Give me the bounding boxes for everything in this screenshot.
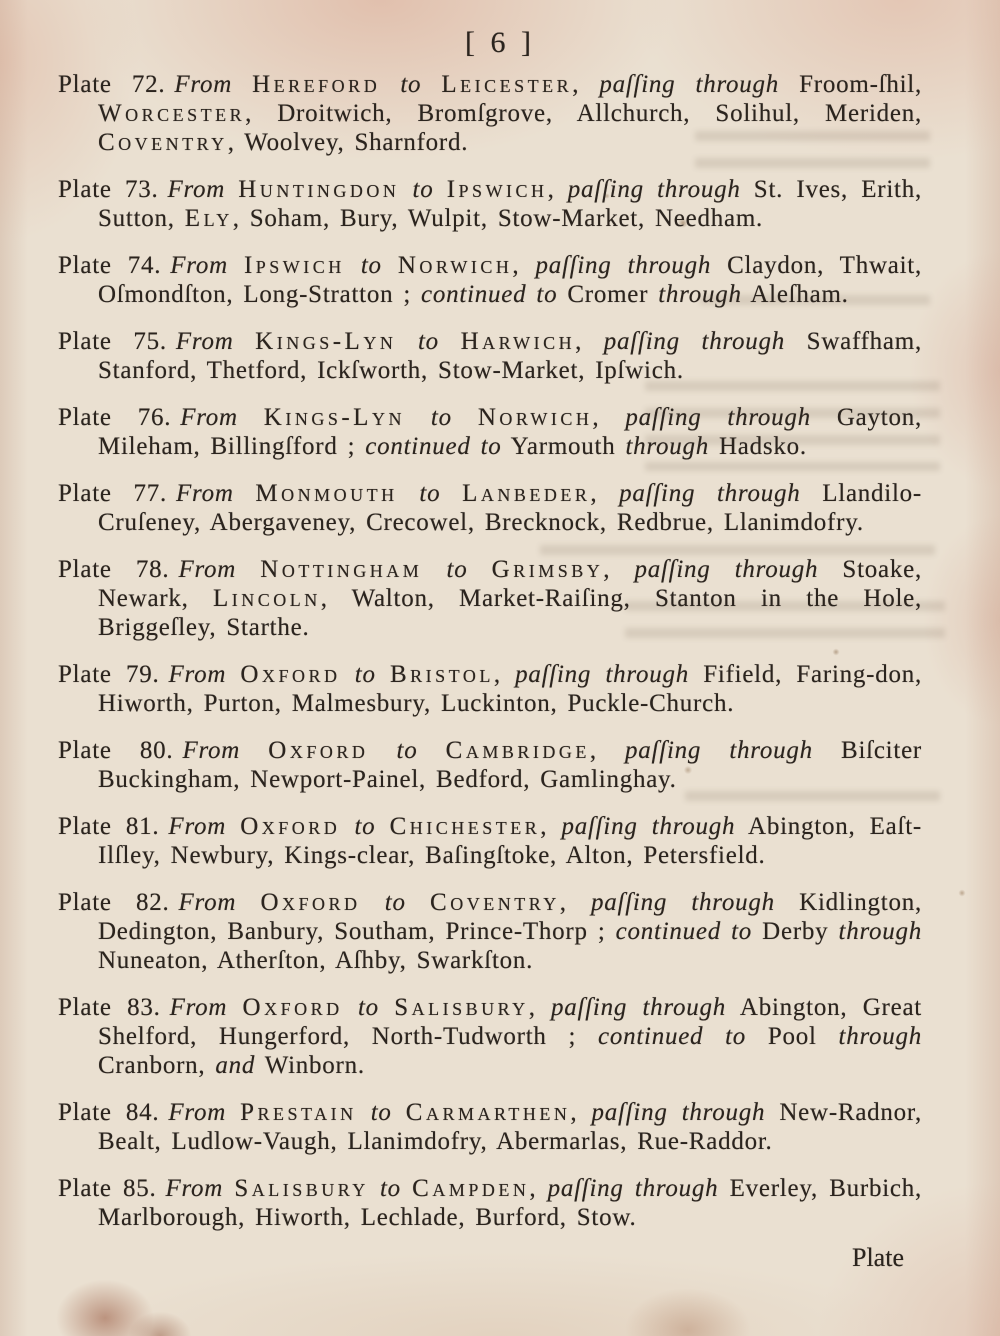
route-text: , Soham, Bury, Wulpit, Stow-Market, Needham.: [232, 205, 764, 232]
plate-entry-80: [58, 736, 922, 794]
plate-label: Plate 72.: [58, 71, 166, 98]
italic-text: paſſing through: [591, 1099, 766, 1126]
place-name-smallcaps: Oxford: [242, 994, 343, 1021]
italic-text: paſſing through: [619, 480, 801, 507]
italic-text: continued to: [615, 918, 753, 945]
route-text: Pool: [746, 1023, 839, 1050]
italic-text: to: [344, 252, 398, 279]
plate-entry-81: [58, 812, 922, 870]
route-text: ,: [540, 813, 562, 840]
place-name-smallcaps: Monmouth: [255, 480, 398, 507]
italic-text: to: [368, 737, 446, 764]
place-name-smallcaps: Oxford: [240, 661, 341, 688]
italic-text: paſſing through: [591, 889, 775, 916]
route-text: ,: [547, 176, 568, 203]
route-text: Everley, Burbich, Marlborough, Hiworth, Lechlade, Burford, Stow.: [98, 1175, 922, 1231]
plate-label: Plate 76.: [58, 404, 172, 431]
route-text: Winborn.: [255, 1052, 365, 1079]
route-text: Aleſham.: [741, 281, 849, 308]
plate-label: Plate 80.: [58, 737, 174, 764]
route-text: Yarmouth: [501, 433, 626, 460]
plate-label: Plate 77.: [58, 480, 167, 507]
italic-text: From: [169, 994, 243, 1021]
plate-label: Plate 83.: [58, 994, 161, 1021]
place-name-smallcaps: Coventry: [98, 129, 228, 156]
route-text: Fifield, Faring-don, Hiworth, Purton, Malmesbury, Luckinton, Puckle-Church.: [98, 661, 922, 717]
italic-text: through: [838, 918, 922, 945]
place-name-smallcaps: Hereford: [252, 71, 381, 98]
plate-label: Plate 79.: [58, 661, 160, 688]
place-name-smallcaps: Huntingdon: [238, 176, 400, 203]
place-name-smallcaps: Salisbury: [234, 1175, 369, 1202]
italic-text: to: [356, 1099, 406, 1126]
place-name-smallcaps: Prestain: [240, 1099, 357, 1126]
plate-label: Plate 74.: [58, 252, 162, 279]
catchword: Plate: [852, 1243, 904, 1272]
italic-text: From: [168, 813, 241, 840]
place-name-smallcaps: Salisbury: [394, 994, 529, 1021]
route-text: ,: [592, 404, 626, 431]
place-name-smallcaps: Chichester: [389, 813, 541, 840]
italic-text: to: [399, 176, 447, 203]
place-name-smallcaps: Lanbeder: [462, 480, 591, 507]
plate-entry-78: [58, 555, 922, 642]
italic-text: From: [182, 737, 269, 764]
plate-entry-79: [58, 660, 922, 718]
route-text: Abington, Eaſt-Ilſley, Newbury, Kings-clear, Baſingſtoke, Alton, Petersfield.: [98, 813, 922, 869]
route-text: Llandilo-Cruſeney, Abergaveney, Crecowel, Brecknock, Redbrue, Llanimdofry.: [98, 480, 923, 536]
route-text: Claydon, Thwait, Oſmondſton, Long-Stratton ;: [98, 252, 922, 308]
italic-text: paſſing through: [547, 1175, 719, 1202]
place-name-smallcaps: Ipswich: [243, 252, 345, 279]
place-name-smallcaps: Oxford: [240, 813, 341, 840]
plate-label: Plate 85.: [58, 1175, 157, 1202]
plate-entry-74: [58, 251, 922, 309]
place-name-smallcaps: Kings-Lyn: [263, 404, 405, 431]
plate-index-list: [58, 70, 922, 1250]
place-name-smallcaps: Carmarthen: [405, 1099, 571, 1126]
italic-text: From: [178, 556, 261, 583]
italic-text: to: [342, 994, 395, 1021]
route-text: Abington, Great Shelford, Hungerford, North-Tudworth ;: [98, 994, 922, 1050]
place-name-smallcaps: Grimsby: [491, 556, 604, 583]
italic-text: From: [178, 889, 261, 916]
route-text: , Droitwich, Bromſgrove, Allchurch, Solihul, Meriden,: [245, 100, 922, 127]
route-text: ,: [589, 737, 626, 764]
italic-text: to: [340, 813, 390, 840]
place-name-smallcaps: Oxford: [268, 737, 369, 764]
route-text: , Walton, Market-Raiſing, Stanton in the Hole, Briggeſley, Starthe.: [98, 585, 922, 641]
italic-text: paſſing through: [551, 994, 726, 1021]
italic-text: paſſing through: [625, 737, 813, 764]
place-name-smallcaps: Harwich: [460, 328, 576, 355]
italic-text: through: [838, 1023, 922, 1050]
route-text: ,: [570, 1099, 592, 1126]
route-text: ,: [603, 556, 635, 583]
plate-entry-75: [58, 327, 922, 385]
italic-text: through: [658, 281, 742, 308]
place-name-smallcaps: Ely: [184, 205, 233, 232]
place-name-smallcaps: Oxford: [260, 889, 361, 916]
italic-text: continued to: [597, 1023, 747, 1050]
route-text: ,: [528, 994, 552, 1021]
italic-text: paſſing through: [561, 813, 736, 840]
route-text: Gayton, Mileham, Billingſford ;: [98, 404, 922, 460]
route-text: ,: [559, 889, 591, 916]
italic-text: continued to: [365, 433, 502, 460]
plate-entry-85: [58, 1174, 922, 1232]
route-text: Froom-ſhil,: [779, 71, 922, 98]
place-name-smallcaps: Norwich: [397, 252, 513, 279]
route-text: Cromer: [557, 281, 659, 308]
italic-text: paſſing through: [535, 252, 712, 279]
place-name-smallcaps: Bristol: [389, 661, 494, 688]
italic-text: From: [165, 1175, 235, 1202]
plate-label: Plate 84.: [58, 1099, 160, 1126]
plate-entry-77: [58, 479, 922, 537]
plate-entry-73: [58, 175, 922, 233]
route-text: New-Radnor, Bealt, Ludlow-Vaugh, Llanimdofry, Abermarlas, Rue-Raddor.: [98, 1099, 922, 1155]
route-text: , Woolvey, Sharnford.: [227, 129, 469, 156]
plate-label: Plate 75.: [58, 328, 167, 355]
plate-label: Plate 73.: [58, 176, 159, 203]
route-text: Derby: [752, 918, 839, 945]
italic-text: paſſing through: [515, 661, 689, 688]
plate-entry-72: [58, 70, 922, 157]
place-name-smallcaps: Leicester: [441, 71, 573, 98]
route-text: Cranborn,: [98, 1052, 216, 1079]
place-name-smallcaps: Nottingham: [260, 556, 423, 583]
italic-text: From: [180, 404, 264, 431]
route-text: Hadsko.: [708, 433, 807, 460]
italic-text: From: [167, 176, 239, 203]
italic-text: to: [368, 1175, 413, 1202]
plate-entry-83: [58, 993, 922, 1080]
place-name-smallcaps: Cambridge: [445, 737, 590, 764]
italic-text: continued to: [421, 281, 558, 308]
route-text: Stoake, Newark,: [98, 556, 922, 612]
italic-text: paſſing through: [567, 176, 741, 203]
italic-text: paſſing through: [625, 404, 811, 431]
italic-text: paſſing through: [634, 556, 819, 583]
italic-text: and: [215, 1052, 256, 1079]
italic-text: to: [340, 661, 390, 688]
route-text: ,: [590, 480, 620, 507]
italic-text: From: [168, 1099, 241, 1126]
plate-entry-76: [58, 403, 922, 461]
plate-label: Plate 82.: [58, 889, 170, 916]
route-text: ,: [529, 1175, 548, 1202]
route-text: Swaffham, Stanford, Thetford, Ickſworth, Stow-Market, Ipſwich.: [98, 328, 922, 384]
italic-text: through: [625, 433, 709, 460]
page-number: [ 6 ]: [465, 26, 535, 59]
italic-text: to: [396, 328, 461, 355]
italic-text: paſſing through: [603, 328, 786, 355]
place-name-smallcaps: Ipswich: [446, 176, 548, 203]
italic-text: From: [175, 328, 256, 355]
place-name-smallcaps: Norwich: [477, 404, 593, 431]
route-text: Kidlington, Dedington, Banbury, Southam, Prince-Thorp ;: [98, 889, 922, 945]
route-text: Nuneaton, Atherſton, Aſhby, Swarkſton.: [98, 947, 534, 974]
italic-text: From: [176, 480, 256, 507]
route-text: ,: [512, 252, 536, 279]
italic-text: to: [397, 480, 463, 507]
italic-text: to: [422, 556, 492, 583]
place-name-smallcaps: Campden: [412, 1175, 530, 1202]
place-name-smallcaps: Lincoln: [212, 585, 321, 612]
plate-label: Plate 78.: [58, 556, 170, 583]
route-text: ,: [572, 71, 600, 98]
route-text: St. Ives, Erith, Sutton,: [98, 176, 922, 232]
italic-text: to: [380, 71, 442, 98]
italic-text: to: [360, 889, 431, 916]
italic-text: paſſing through: [599, 71, 780, 98]
route-text: ,: [493, 661, 516, 688]
place-name-smallcaps: Worcester: [98, 100, 246, 127]
plate-entry-82: [58, 888, 922, 975]
italic-text: From: [170, 252, 244, 279]
route-text: ,: [575, 328, 604, 355]
italic-text: From: [168, 661, 241, 688]
plate-label: Plate 81.: [58, 813, 160, 840]
plate-entry-84: [58, 1098, 922, 1156]
route-text: Biſciter Buckingham, Newport-Painel, Bedford, Gamlinghay.: [98, 737, 922, 793]
place-name-smallcaps: Coventry: [430, 889, 560, 916]
italic-text: From: [174, 71, 253, 98]
italic-text: to: [404, 404, 478, 431]
place-name-smallcaps: Kings-Lyn: [255, 328, 397, 355]
